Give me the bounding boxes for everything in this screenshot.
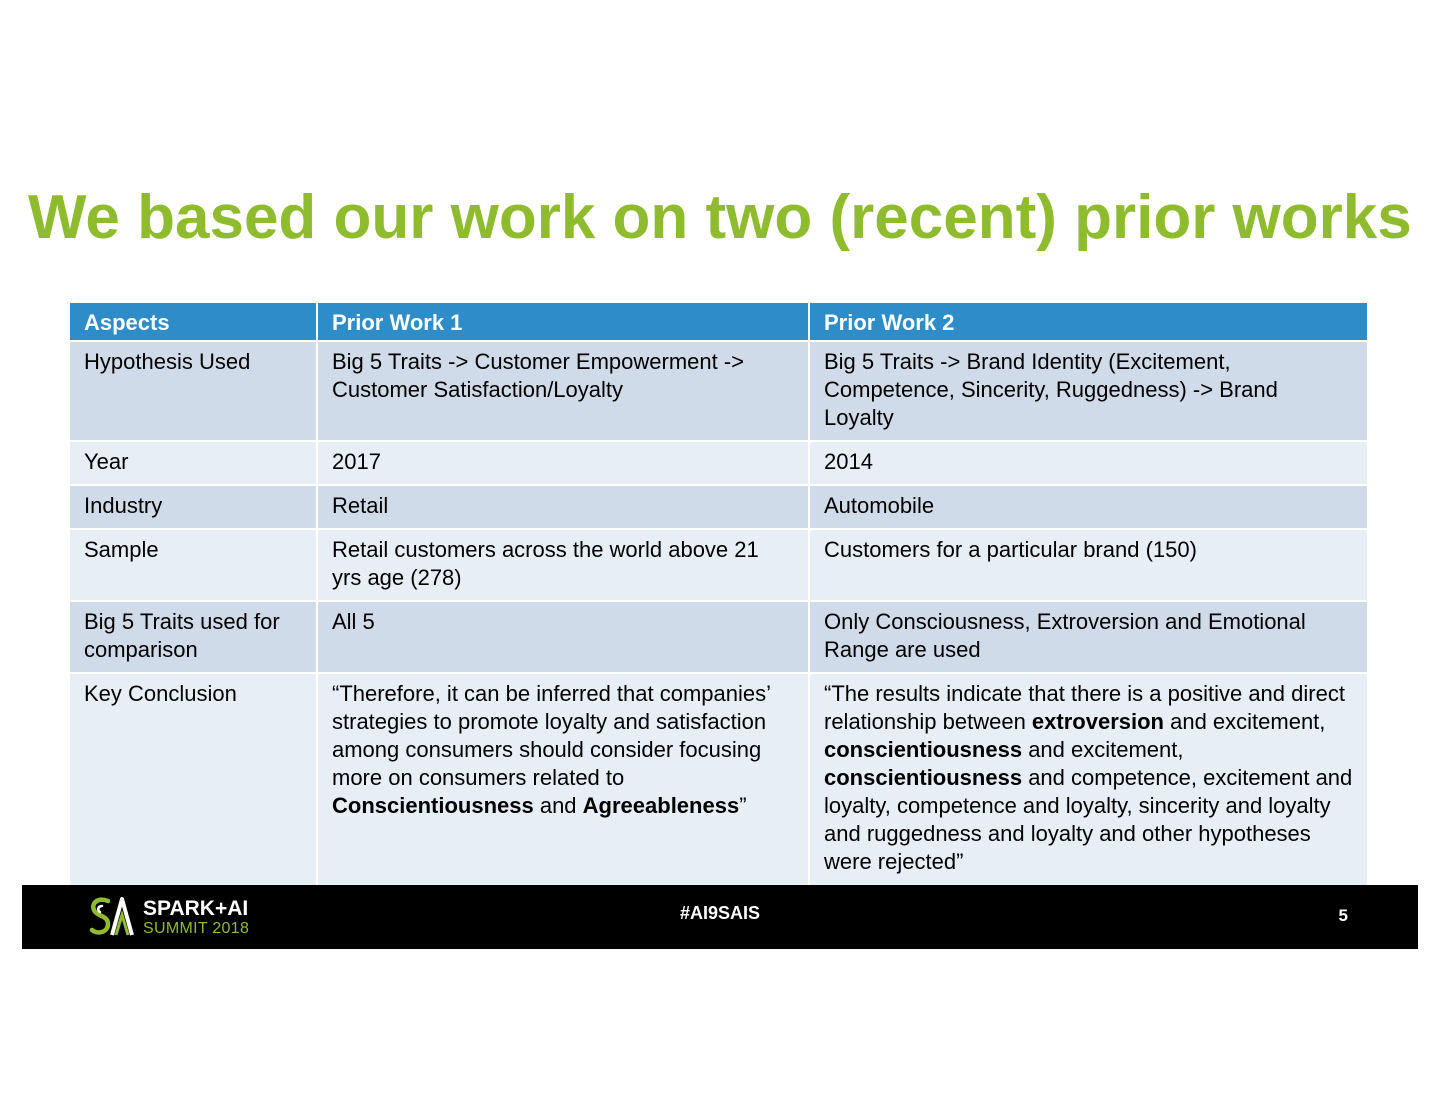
conclusion-text: and excitement, <box>1022 737 1184 762</box>
cell-work2: Big 5 Traits -> Brand Identity (Excitement, Competence, Sincerity, Ruggedness) -> Brand Loyalty <box>809 341 1368 441</box>
conclusion-text: and competence, excitement and loyalty, competence and loyalty, sincerity and loyalty and ruggedness and loyalty and other hypotheses were rejected” <box>824 765 1353 874</box>
cell-aspect: Industry <box>69 485 317 529</box>
emphasized-term: conscientiousness <box>824 737 1023 762</box>
cell-work1-conclusion <box>317 673 809 889</box>
cell-aspect: Sample <box>69 529 317 601</box>
logo-line2: SUMMIT 2018 <box>143 920 250 937</box>
table-row <box>69 529 1368 601</box>
conclusion-text: ” <box>739 793 747 818</box>
cell-work1: All 5 <box>317 601 809 673</box>
table-header-row <box>69 302 1368 341</box>
conclusion-text: and <box>533 793 583 818</box>
header-prior-work-2: Prior Work 2 <box>809 302 1368 341</box>
header-aspects: Aspects <box>69 302 317 341</box>
table-row <box>69 485 1368 529</box>
cell-work1: Retail customers across the world above 21 yrs age (278) <box>317 529 809 601</box>
cell-work2: Customers for a particular brand (150) <box>809 529 1368 601</box>
logo-line1: SPARK+AI <box>143 897 249 920</box>
footer-bar <box>22 885 1418 949</box>
cell-work2: Automobile <box>809 485 1368 529</box>
table-row <box>69 441 1368 485</box>
cell-work1: Retail <box>317 485 809 529</box>
cell-aspect: Year <box>69 441 317 485</box>
slide-title: We based our work on two (recent) prior works <box>28 183 1412 252</box>
emphasized-term: Agreeableness <box>582 793 740 818</box>
emphasized-term: Conscientiousness <box>332 793 534 818</box>
conclusion-text: “Therefore, it can be inferred that companies’ strategies to promote loyalty and satisfaction among consumers should consider focusing more on consumers related to <box>332 681 771 790</box>
page-number: 5 <box>1338 906 1348 925</box>
cell-work2: Only Consciousness, Extroversion and Emotional Range are used <box>809 601 1368 673</box>
conclusion-text: and excitement, <box>1163 709 1326 734</box>
conclusion-text: “The results indicate that there is a positive and direct relationship between <box>824 681 1345 734</box>
table-row <box>69 673 1368 889</box>
event-hashtag: #AI9SAIS <box>679 903 761 923</box>
cell-work1: Big 5 Traits -> Customer Empowerment -> Customer Satisfaction/Loyalty <box>317 341 809 441</box>
cell-work2: 2014 <box>809 441 1368 485</box>
cell-work1: 2017 <box>317 441 809 485</box>
cell-aspect: Key Conclusion <box>69 673 317 889</box>
comparison-table <box>68 301 1369 890</box>
cell-work2-conclusion <box>809 673 1368 889</box>
table-row <box>69 341 1368 441</box>
emphasized-term: extroversion <box>1031 709 1164 734</box>
header-prior-work-1: Prior Work 1 <box>317 302 809 341</box>
cell-aspect: Hypothesis Used <box>69 341 317 441</box>
table-row <box>69 601 1368 673</box>
cell-aspect: Big 5 Traits used for comparison <box>69 601 317 673</box>
emphasized-term: conscientiousness <box>824 765 1023 790</box>
